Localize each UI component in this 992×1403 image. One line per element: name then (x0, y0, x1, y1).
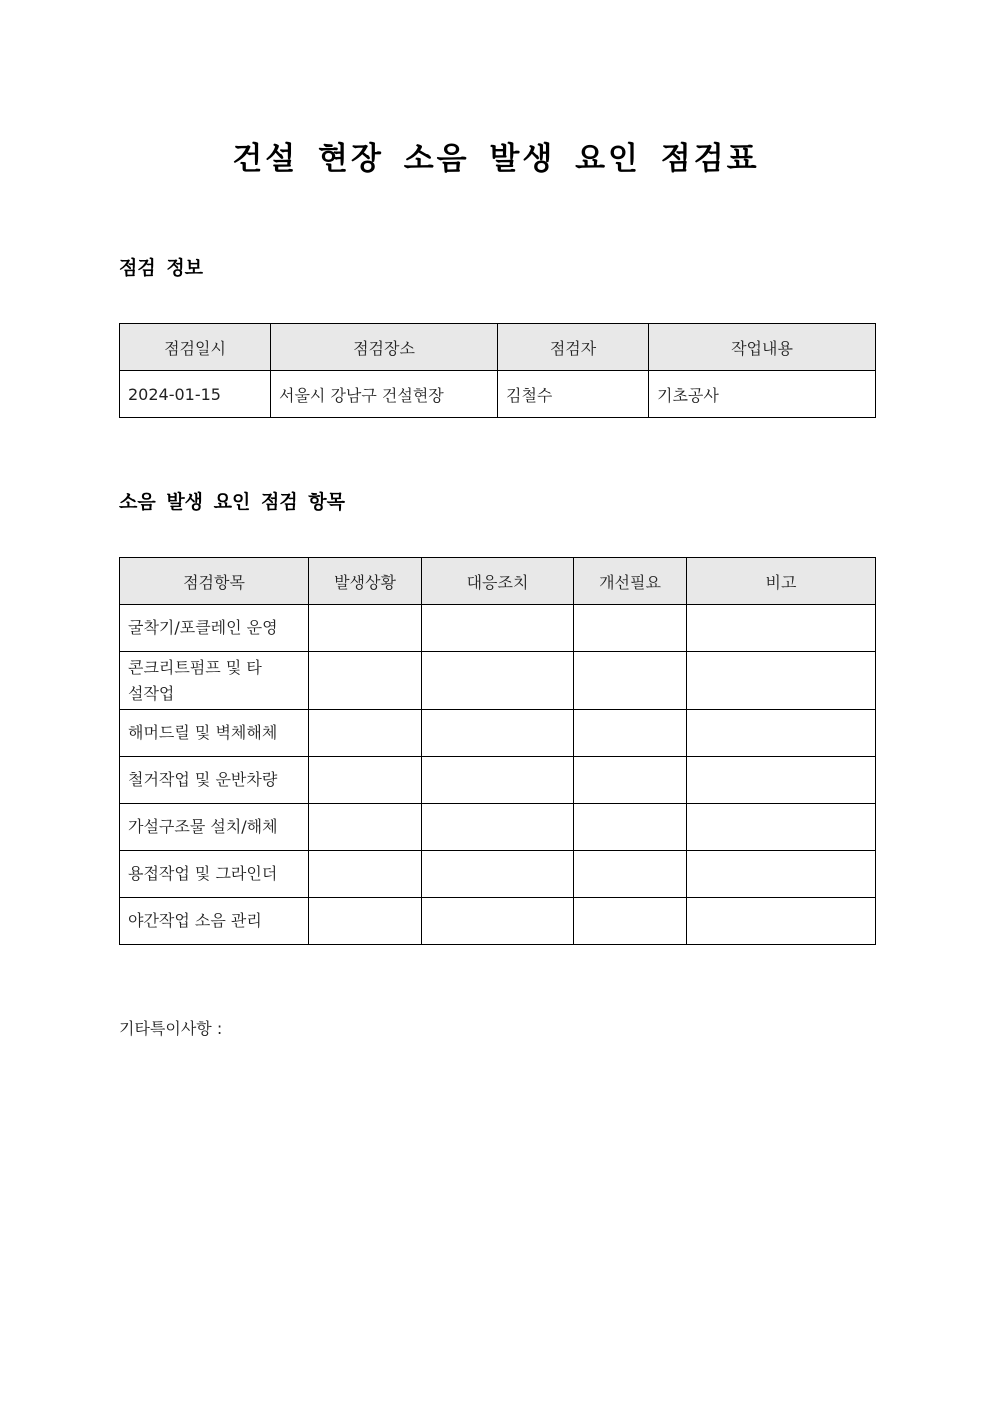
inspection-info-table (119, 323, 876, 418)
cell-item: 용접작업 및 그라인더 (120, 851, 309, 898)
cell-occurrence[interactable] (309, 804, 422, 851)
cell-item: 철거작업 및 운반차량 (120, 757, 309, 804)
cell-note[interactable] (687, 898, 876, 945)
column-header-note: 비고 (687, 558, 876, 605)
column-header-work: 작업내용 (649, 324, 876, 371)
remarks-label: 기타특이사항 : (119, 1019, 223, 1038)
cell-improvement[interactable] (574, 898, 687, 945)
table-row (120, 851, 876, 898)
cell-response[interactable] (422, 757, 574, 804)
cell-response[interactable] (422, 652, 574, 710)
column-header-occurrence: 발생상황 (309, 558, 422, 605)
table-header-row (120, 324, 876, 371)
table-row (120, 757, 876, 804)
cell-occurrence[interactable] (309, 605, 422, 652)
column-header-response: 대응조치 (422, 558, 574, 605)
cell-inspector[interactable]: 김철수 (498, 371, 649, 418)
cell-response[interactable] (422, 851, 574, 898)
cell-occurrence[interactable] (309, 652, 422, 710)
cell-occurrence[interactable] (309, 851, 422, 898)
column-header-date: 점검일시 (120, 324, 271, 371)
cell-occurrence[interactable] (309, 898, 422, 945)
cell-response[interactable] (422, 804, 574, 851)
cell-response[interactable] (422, 710, 574, 757)
noise-items-table (119, 557, 876, 945)
cell-note[interactable] (687, 804, 876, 851)
table-header-row (120, 558, 876, 605)
cell-improvement[interactable] (574, 710, 687, 757)
cell-improvement[interactable] (574, 851, 687, 898)
cell-occurrence[interactable] (309, 757, 422, 804)
cell-item: 콘크리트펌프 및 타설작업 (120, 652, 309, 710)
cell-item: 가설구조물 설치/해체 (120, 804, 309, 851)
table-row (120, 710, 876, 757)
column-header-inspector: 점검자 (498, 324, 649, 371)
column-header-improvement: 개선필요 (574, 558, 687, 605)
cell-item: 굴착기/포클레인 운영 (120, 605, 309, 652)
table-row (120, 652, 876, 710)
cell-item: 야간작업 소음 관리 (120, 898, 309, 945)
column-header-location: 점검장소 (271, 324, 498, 371)
cell-improvement[interactable] (574, 605, 687, 652)
cell-occurrence[interactable] (309, 710, 422, 757)
cell-note[interactable] (687, 652, 876, 710)
table-row (120, 371, 876, 418)
document-title: 건설 현장 소음 발생 요인 점검표 (232, 141, 760, 177)
cell-work[interactable]: 기초공사 (649, 371, 876, 418)
cell-item: 해머드릴 및 벽체해체 (120, 710, 309, 757)
cell-location[interactable]: 서울시 강남구 건설현장 (271, 371, 498, 418)
cell-date[interactable]: 2024-01-15 (120, 371, 271, 418)
column-header-item: 점검항목 (120, 558, 309, 605)
table-row (120, 804, 876, 851)
cell-response[interactable] (422, 605, 574, 652)
cell-improvement[interactable] (574, 652, 687, 710)
cell-note[interactable] (687, 605, 876, 652)
cell-improvement[interactable] (574, 757, 687, 804)
inspection-info-heading: 점검 정보 (119, 257, 204, 279)
cell-improvement[interactable] (574, 804, 687, 851)
cell-note[interactable] (687, 757, 876, 804)
table-row (120, 898, 876, 945)
cell-note[interactable] (687, 851, 876, 898)
cell-note[interactable] (687, 710, 876, 757)
table-row (120, 605, 876, 652)
cell-response[interactable] (422, 898, 574, 945)
noise-items-heading: 소음 발생 요인 점검 항목 (119, 491, 345, 513)
